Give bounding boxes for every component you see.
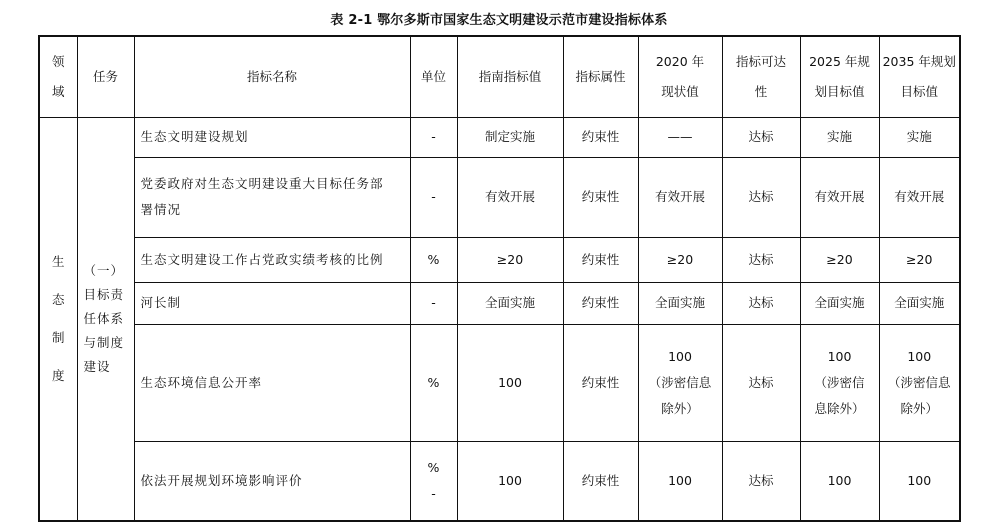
reachability: 达标 <box>722 441 800 521</box>
value-line: 除外） <box>661 400 699 416</box>
table-row <box>39 324 960 441</box>
value-line: （涉密信 <box>814 374 865 390</box>
indicator-line: 生态文明建设规划 <box>140 129 249 144</box>
reachability: 达标 <box>722 117 800 157</box>
header-unit: 单位 <box>410 36 457 117</box>
value-line: （涉密信息 <box>887 374 951 390</box>
target-2035 <box>879 441 960 521</box>
target-2025 <box>800 237 879 282</box>
attribute: 约束性 <box>563 157 638 237</box>
header-line: 2035 年规划 <box>882 53 956 69</box>
indicator-line: 生态环境信息公开率 <box>140 374 263 390</box>
target-2025 <box>800 441 879 521</box>
target-2035 <box>879 157 960 237</box>
indicator-name <box>134 157 410 237</box>
value-line: 全面实施 <box>814 295 865 310</box>
unit <box>410 157 457 237</box>
status-2020 <box>638 324 722 441</box>
table-caption: 表 2-1 鄂尔多斯市国家生态文明建设示范市建设指标体系 <box>330 13 668 28</box>
guide-value: 100 <box>457 441 563 521</box>
domain-char: 生 <box>51 253 65 269</box>
value-line: 全面实施 <box>894 295 945 310</box>
indicator-name <box>134 282 410 324</box>
unit <box>410 117 457 157</box>
unit-line: % <box>427 374 440 390</box>
domain-cell <box>39 117 77 521</box>
unit <box>410 324 457 441</box>
status-2020 <box>638 282 722 324</box>
indicator-line: 署情况 <box>140 202 182 217</box>
guide-value: 100 <box>457 324 563 441</box>
unit <box>410 282 457 324</box>
header-line: 性 <box>754 83 768 99</box>
indicator-line: 河长制 <box>140 295 182 310</box>
reachability: 达标 <box>722 324 800 441</box>
status-2020 <box>638 237 722 282</box>
header-line: 2020 年 <box>655 53 705 69</box>
indicator-name <box>134 441 410 521</box>
reachability: 达标 <box>722 282 800 324</box>
unit-line: % <box>427 459 440 475</box>
status-2020 <box>638 117 722 157</box>
indicator-line: 依法开展规划环境影响评价 <box>140 472 303 488</box>
header-indicator: 指标名称 <box>134 36 410 117</box>
target-2025 <box>800 324 879 441</box>
table-row <box>39 117 960 157</box>
attribute: 约束性 <box>563 237 638 282</box>
indicator-table <box>38 35 961 522</box>
guide-value: 制定实施 <box>457 117 563 157</box>
unit <box>410 237 457 282</box>
domain-char: 制 <box>51 329 65 345</box>
header-guide-value: 指南指标值 <box>457 36 563 117</box>
target-2035 <box>879 237 960 282</box>
reachability: 达标 <box>722 157 800 237</box>
value-line: 全面实施 <box>654 295 705 310</box>
header-status-2020 <box>638 36 722 117</box>
indicator-line: 生态文明建设工作占党政实绩考核的比例 <box>140 251 384 267</box>
unit <box>410 441 457 521</box>
header-row <box>39 36 960 117</box>
value-line: 实施 <box>826 129 852 144</box>
table-row <box>39 282 960 324</box>
attribute: 约束性 <box>563 282 638 324</box>
value-line: 100 <box>668 348 692 364</box>
indicator-name <box>134 117 410 157</box>
guide-value: 有效开展 <box>457 157 563 237</box>
value-line: 100 <box>827 472 852 488</box>
indicator-line: 党委政府对生态文明建设重大目标任务部 <box>140 176 384 191</box>
unit-line: % <box>427 251 440 267</box>
value-line: 实施 <box>906 129 932 144</box>
target-2035 <box>879 282 960 324</box>
value-line: ≥20 <box>666 251 694 267</box>
attribute: 约束性 <box>563 324 638 441</box>
header-attribute: 指标属性 <box>563 36 638 117</box>
header-line: 指标可达 <box>735 53 786 69</box>
task-line: 与制度 <box>83 334 125 350</box>
task-line: 建设 <box>83 358 111 374</box>
value-line: ≥20 <box>906 251 933 267</box>
value-line: 100 <box>668 472 692 488</box>
header-domain-line: 域 <box>51 83 65 99</box>
value-line: —— <box>667 129 693 144</box>
status-2020 <box>638 441 722 521</box>
table-row <box>39 237 960 282</box>
value-line: 有效开展 <box>654 189 705 204</box>
value-line: 除外） <box>900 400 938 416</box>
task-line: （一） <box>83 262 125 278</box>
task-line: 目标责 <box>83 286 125 302</box>
value-line: ≥20 <box>826 251 853 267</box>
target-2025 <box>800 157 879 237</box>
indicator-name <box>134 237 410 282</box>
guide-value: ≥20 <box>457 237 563 282</box>
header-line: 2025 年规 <box>809 53 870 69</box>
unit-line: - <box>431 295 436 310</box>
task-line: 任体系 <box>83 310 125 326</box>
table-row <box>39 157 960 237</box>
target-2035 <box>879 324 960 441</box>
status-2020 <box>638 157 722 237</box>
unit-line: - <box>431 485 436 501</box>
attribute: 约束性 <box>563 441 638 521</box>
value-line: 息除外） <box>814 400 865 416</box>
domain-char: 态 <box>51 291 65 307</box>
header-line: 目标值 <box>900 83 938 99</box>
reachability: 达标 <box>722 237 800 282</box>
value-line: （涉密信息 <box>648 374 712 390</box>
header-domain <box>39 36 77 117</box>
value-line: 100 <box>907 348 932 364</box>
table-row <box>39 441 960 521</box>
target-2025 <box>800 117 879 157</box>
task-cell <box>77 117 134 521</box>
target-2025 <box>800 282 879 324</box>
value-line: 有效开展 <box>814 189 865 204</box>
guide-value: 全面实施 <box>457 282 563 324</box>
header-reachability <box>722 36 800 117</box>
header-domain-line: 领 <box>51 53 65 69</box>
value-line: 100 <box>907 472 932 488</box>
header-target-2035 <box>879 36 960 117</box>
unit-line: - <box>431 129 436 144</box>
attribute: 约束性 <box>563 117 638 157</box>
header-line: 现状值 <box>661 83 699 99</box>
header-task: 任务 <box>77 36 134 117</box>
value-line: 有效开展 <box>894 189 945 204</box>
header-target-2025 <box>800 36 879 117</box>
header-line: 划目标值 <box>814 83 865 99</box>
indicator-name <box>134 324 410 441</box>
value-line: 100 <box>827 348 852 364</box>
unit-line: - <box>431 189 436 204</box>
target-2035 <box>879 117 960 157</box>
domain-char: 度 <box>51 367 65 383</box>
